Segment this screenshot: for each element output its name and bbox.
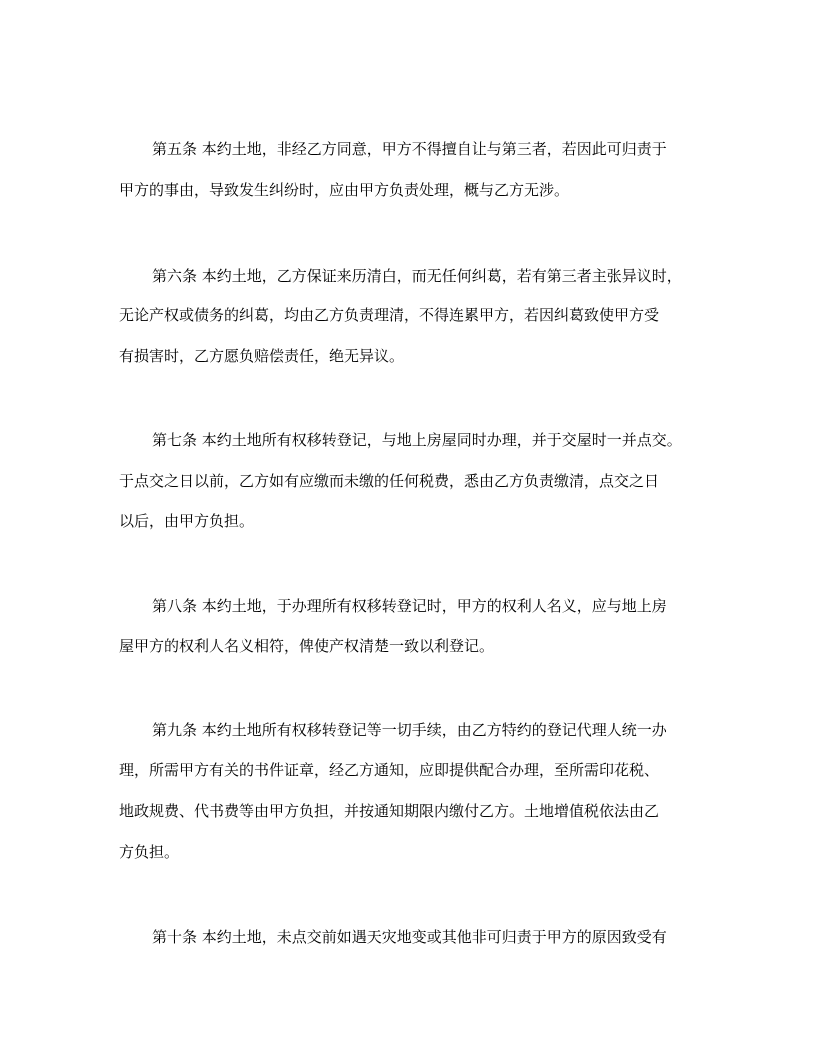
article-7-line-2: 于点交之日以前，乙方如有应缴而未缴的任何税费，悉由乙方负责缴清，点交之日	[119, 472, 660, 490]
article-6-line-2: 无论产权或债务的纠葛，均由乙方负责理清，不得连累甲方，若因纠葛致使甲方受	[119, 306, 660, 324]
article-9-line-4: 方负担。	[119, 843, 180, 861]
article-7-line-1: 第七条 本约土地所有权移转登记，与地上房屋同时办理，并于交屋时一并点交。	[152, 431, 682, 449]
article-8-line-1: 第八条 本约土地，于办理所有权移转登记时，甲方的权利人名义，应与地上房	[152, 597, 667, 615]
article-9-line-3: 地政规费、代书费等由甲方负担，并按通知期限内缴付乙方。土地增值税依法由乙	[119, 802, 660, 820]
article-7-line-3: 以后，由甲方负担。	[119, 512, 255, 530]
article-5-line-2: 甲方的事由，导致发生纠纷时，应由甲方负责处理，概与乙方无涉。	[119, 181, 570, 199]
article-10-line-1: 第十条 本约土地，未点交前如遇天灾地变或其他非可归责于甲方的原因致受有	[152, 928, 667, 946]
article-8-line-2: 屋甲方的权利人名义相符，俾使产权清楚一致以利登记。	[119, 637, 495, 655]
article-9-line-2: 理，所需甲方有关的书件证章，经乙方通知，应即提供配合办理，至所需印花税、	[119, 761, 660, 779]
article-6-line-1: 第六条 本约土地，乙方保证来历清白，而无任何纠葛，若有第三者主张异议时，	[152, 267, 682, 285]
article-9-line-1: 第九条 本约土地所有权移转登记等一切手续，由乙方特约的登记代理人统一办	[152, 721, 667, 739]
article-6-line-3: 有损害时，乙方愿负赔偿责任，绝无异议。	[119, 347, 405, 365]
article-5-line-1: 第五条 本约土地，非经乙方同意，甲方不得擅自让与第三者，若因此可归责于	[152, 140, 667, 158]
